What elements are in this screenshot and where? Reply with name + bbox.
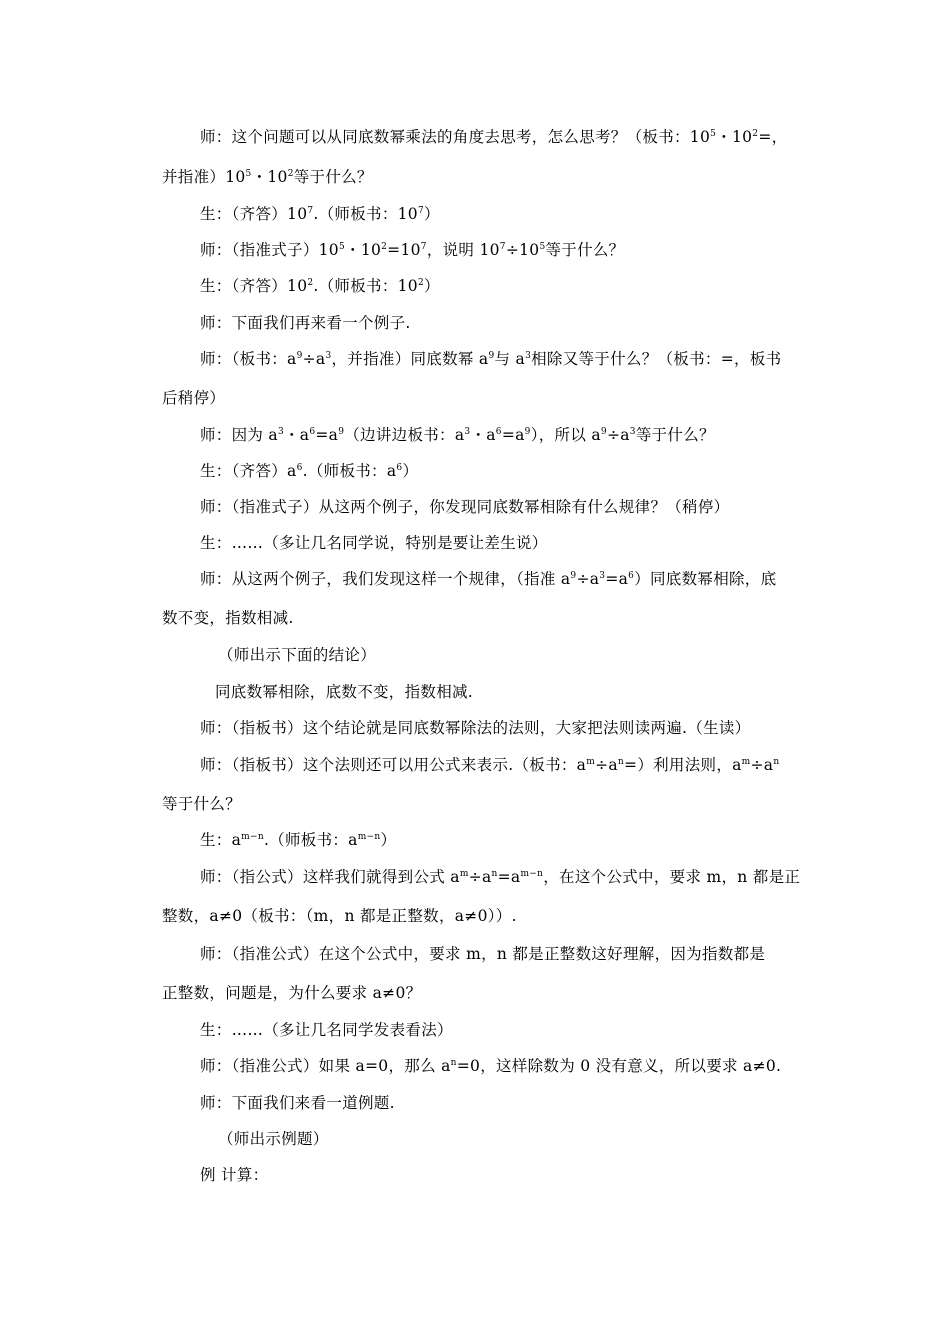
text-line: 生：……（多让几名同学发表看法） bbox=[200, 1021, 453, 1039]
exponent: 3 bbox=[325, 351, 332, 361]
exponent: 7 bbox=[417, 206, 424, 216]
exponent: 5 bbox=[338, 242, 346, 252]
text-line: 师：（指准公式）如果 a=0，那么 $a^n=0$，这样除数为 0 没有意义，所以要求 a≠0. bbox=[200, 1057, 782, 1075]
exponent: 7 bbox=[499, 242, 506, 252]
exponent: 9 bbox=[600, 427, 607, 437]
text-line: （师出示例题） bbox=[218, 1130, 329, 1148]
text-line: 生：（齐答）$a^6$.（师板书：$a^6$） bbox=[200, 462, 419, 480]
text-line: 师：因为 $a^3$・$a^6=a^9$（边讲边板书：$a^3$・$a^6=a^9$），所以 $a^9\div a^3$等于什么？ bbox=[200, 426, 715, 444]
exponent: n bbox=[773, 757, 780, 767]
example-heading: 例 计算： bbox=[200, 1166, 269, 1184]
exponent: 3 bbox=[464, 427, 471, 437]
text-line: 师：（指准式子）从这两个例子，你发现同底数幂相除有什么规律？（稍停） bbox=[200, 498, 730, 516]
text-line: 正整数，问题是，为什么要求 a≠0？ bbox=[162, 984, 422, 1002]
exponent: 2 bbox=[381, 242, 388, 252]
exponent: m bbox=[741, 757, 751, 767]
text-line: 师：下面我们来看一道例题. bbox=[200, 1094, 395, 1112]
exponent: n bbox=[491, 869, 498, 879]
text-line: 生：（齐答）$10^2$.（师板书：$10^2$） bbox=[200, 277, 440, 295]
exponent: 9 bbox=[338, 427, 345, 437]
text-line: 师：从这两个例子，我们发现这样一个规律，（指准 $a^9\div a^3=a^6$）同底数幂相除，底 bbox=[200, 570, 777, 588]
exponent: 5 bbox=[710, 129, 717, 139]
text-line: 整数，a≠0（板书：（m，n 都是正整数，a≠0））. bbox=[162, 907, 517, 925]
exponent: 2 bbox=[287, 169, 294, 179]
exponent: 3 bbox=[525, 351, 532, 361]
exponent: m−n bbox=[357, 832, 381, 842]
exponent: 6 bbox=[296, 463, 303, 473]
text-line: 师：（指准式子）$10^5$・$10^2=10^7$，说明 $10^7\div 10^5$等于什么？ bbox=[200, 241, 625, 259]
exponent: 9 bbox=[296, 351, 303, 361]
text-line: 生：$a^{m-n}$.（师板书：$a^{m-n}$） bbox=[200, 831, 397, 849]
exponent: m−n bbox=[241, 832, 264, 842]
text-line: 师：下面我们再来看一个例子. bbox=[200, 314, 411, 332]
exponent: 2 bbox=[752, 129, 759, 139]
text-line: 师：这个问题可以从同底数幂乘法的角度去思考，怎么思考？（板书：$10^5$・$10^2=$， bbox=[200, 128, 788, 146]
text-line: 师：（板书：$a^9\div a^3$，并指准）同底数幂 $a^9$与 $a^3$相除又等于什么？（板书：=，板书 bbox=[200, 350, 782, 368]
text-line: 生：……（多让几名同学说，特别是要让差生说） bbox=[200, 534, 548, 552]
exponent: 2 bbox=[417, 278, 424, 288]
text-line: 师：（指准公式）在这个公式中，要求 m，n 都是正整数这好理解，因为指数都是 bbox=[200, 945, 766, 963]
text-line: 等于什么？ bbox=[162, 795, 242, 813]
exponent: n bbox=[617, 757, 625, 767]
exponent: 6 bbox=[309, 427, 316, 437]
text-line: 师：（指公式）这样我们就得到公式 $a^m\div a^n=a^{m-n}$，在这个公式中，要求 m，n 都是正 bbox=[200, 868, 801, 886]
text-line: 师：（指板书）这个法则还可以用公式来表示.（板书：$a^m\div a^n=$）利用法则，$a^m\div a^n$ bbox=[200, 756, 780, 774]
exponent: 7 bbox=[307, 206, 314, 216]
exponent: 9 bbox=[488, 351, 495, 361]
exponent: 6 bbox=[396, 463, 403, 473]
exponent: m−n bbox=[520, 869, 544, 879]
exponent: 2 bbox=[307, 278, 314, 288]
exponent: 5 bbox=[539, 242, 546, 252]
exponent: 7 bbox=[420, 242, 427, 252]
text-line: 后稍停） bbox=[162, 389, 226, 407]
exponent: 3 bbox=[599, 571, 606, 581]
conclusion-line: 同底数幂相除，底数不变，指数相减. bbox=[215, 683, 474, 701]
exponent: m bbox=[586, 757, 596, 767]
exponent: 5 bbox=[245, 169, 252, 179]
exponent: 3 bbox=[629, 427, 636, 437]
text-line: 并指准）$10^5$・$10^2$等于什么？ bbox=[162, 168, 373, 186]
text-line: 数不变，指数相减. bbox=[162, 609, 294, 627]
text-line: 师：（指板书）这个结论就是同底数幂除法的法则，大家把法则读两遍.（生读） bbox=[200, 719, 751, 737]
text-line: （师出示下面的结论） bbox=[218, 646, 377, 664]
exponent: 9 bbox=[570, 571, 577, 581]
exponent: m bbox=[459, 869, 469, 879]
exponent: 3 bbox=[277, 427, 284, 437]
exponent: 9 bbox=[524, 427, 531, 437]
text-line: 生：（齐答）$10^7$.（师板书：$10^7$） bbox=[200, 205, 440, 223]
exponent: 6 bbox=[495, 427, 502, 437]
exponent: 6 bbox=[628, 571, 635, 581]
exponent: n bbox=[450, 1058, 457, 1068]
